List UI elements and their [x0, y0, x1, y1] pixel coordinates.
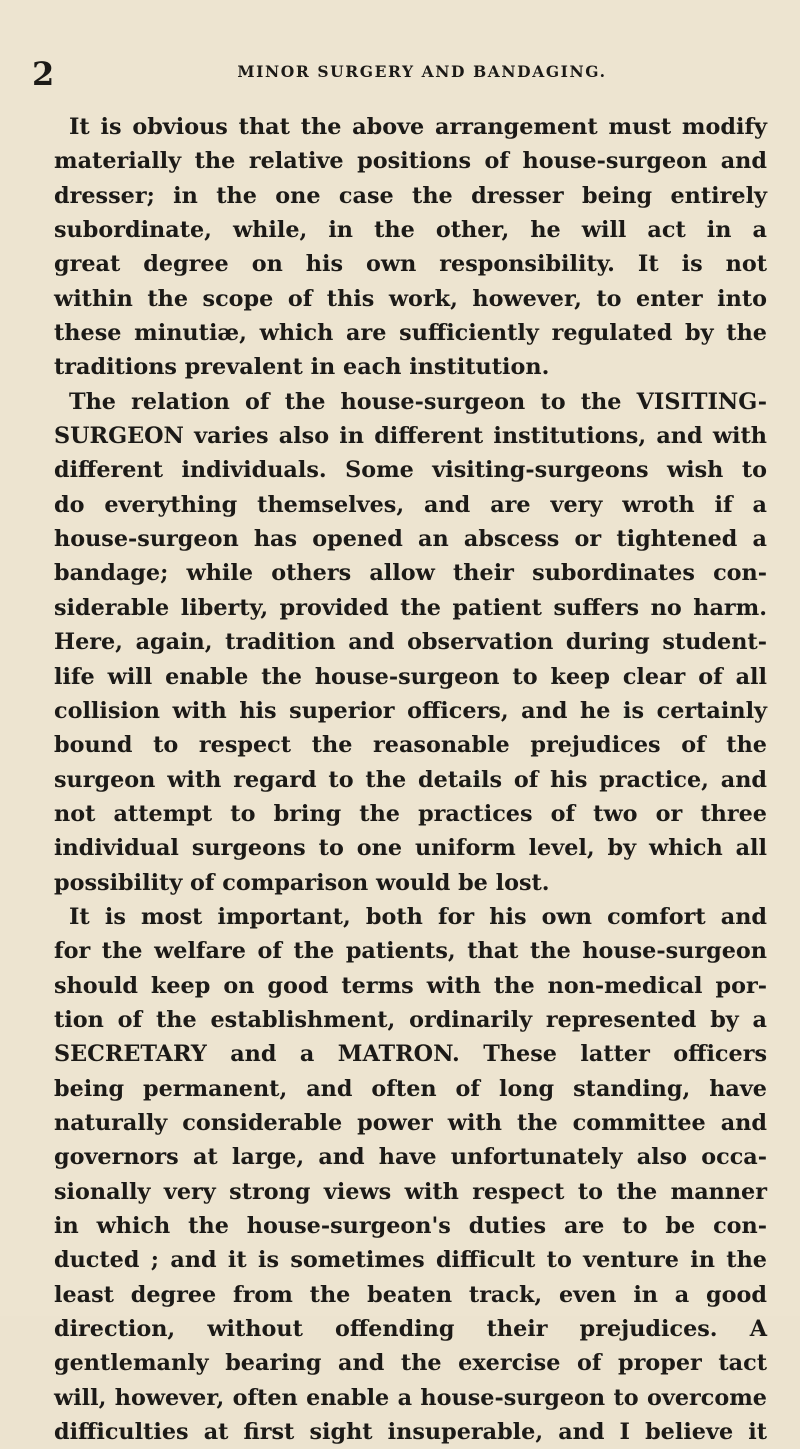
text-line: difficulties at first sight insuperable, and I believe it: [54, 1419, 767, 1446]
text-line: house-surgeon has opened an abscess or tightened a: [54, 526, 767, 553]
text-line: being permanent, and often of long standing, have: [54, 1075, 767, 1102]
text-line: bandage; while others allow their subordinates con-: [54, 560, 767, 587]
text-line: SECRETARY and a MATRON. These latter officers: [54, 1041, 767, 1068]
text-line: sionally very strong views with respect to the manner: [54, 1178, 767, 1205]
text-line: possibility of comparison would be lost.: [54, 869, 550, 896]
text-line: naturally considerable power with the committee and: [54, 1109, 767, 1136]
text-line: different individuals. Some visiting-surgeons wish to: [54, 457, 767, 484]
text-line: Here, again, tradition and observation during student-: [54, 629, 767, 656]
text-line: collision with his superior officers, and he is certainly: [54, 697, 767, 724]
text-line: subordinate, while, in the other, he will act in a: [54, 217, 767, 244]
page-number: 2: [32, 55, 55, 93]
text-line: these minutiæ, which are sufficiently regulated by the: [54, 320, 767, 347]
text-line: governors at large, and have unfortunately also occa-: [54, 1144, 767, 1171]
page-header: [32, 56, 772, 92]
text-line: should keep on good terms with the non-medical por-: [54, 972, 767, 999]
text-line: The relation of the house-surgeon to the VISITING-: [69, 388, 767, 415]
running-title: MINOR SURGERY AND BANDAGING.: [237, 62, 607, 81]
text-line: siderable liberty, provided the patient suffers no harm.: [54, 594, 767, 621]
text-line: within the scope of this work, however, to enter into: [54, 285, 767, 312]
text-line: traditions prevalent in each institution.: [54, 354, 550, 381]
text-line: tion of the establishment, ordinarily represented by a: [54, 1006, 767, 1033]
text-line: do everything themselves, and are very wroth if a: [54, 491, 767, 518]
text-line: individual surgeons to one uniform level, by which all: [54, 835, 767, 862]
text-line: life will enable the house-surgeon to keep clear of all: [54, 663, 767, 690]
text-line: in which the house-surgeon's duties are to be con-: [54, 1213, 767, 1239]
text-line: materially the relative positions of house-surgeon and: [54, 148, 767, 175]
text-line: direction, without offending their prejudices. A: [54, 1316, 767, 1343]
text-line: for the welfare of the patients, that the house-surgeon: [54, 938, 767, 965]
text-line: SURGEON varies also in different institutions, and with: [54, 423, 767, 450]
text-line: It is most important, both for his own comfort and: [69, 903, 767, 930]
text-line: ducted ; and it is sometimes difficult to venture in the: [54, 1247, 767, 1274]
text-line: gentlemanly bearing and the exercise of proper tact: [54, 1350, 767, 1377]
text-line: great degree on his own responsibility. It is not: [54, 251, 767, 278]
text-line: will, however, often enable a house-surgeon to overcome: [54, 1384, 767, 1411]
text-line: It is obvious that the above arrangement must modify: [69, 114, 767, 140]
text-line: bound to respect the reasonable prejudices of the: [54, 732, 767, 759]
body-text: [54, 110, 767, 1449]
text-line: dresser; in the one case the dresser being entirely: [54, 182, 767, 209]
text-line: not attempt to bring the practices of two or three: [54, 800, 767, 827]
text-line: surgeon with regard to the details of his practice, and: [54, 766, 767, 793]
text-line: least degree from the beaten track, even in a good: [54, 1281, 767, 1308]
